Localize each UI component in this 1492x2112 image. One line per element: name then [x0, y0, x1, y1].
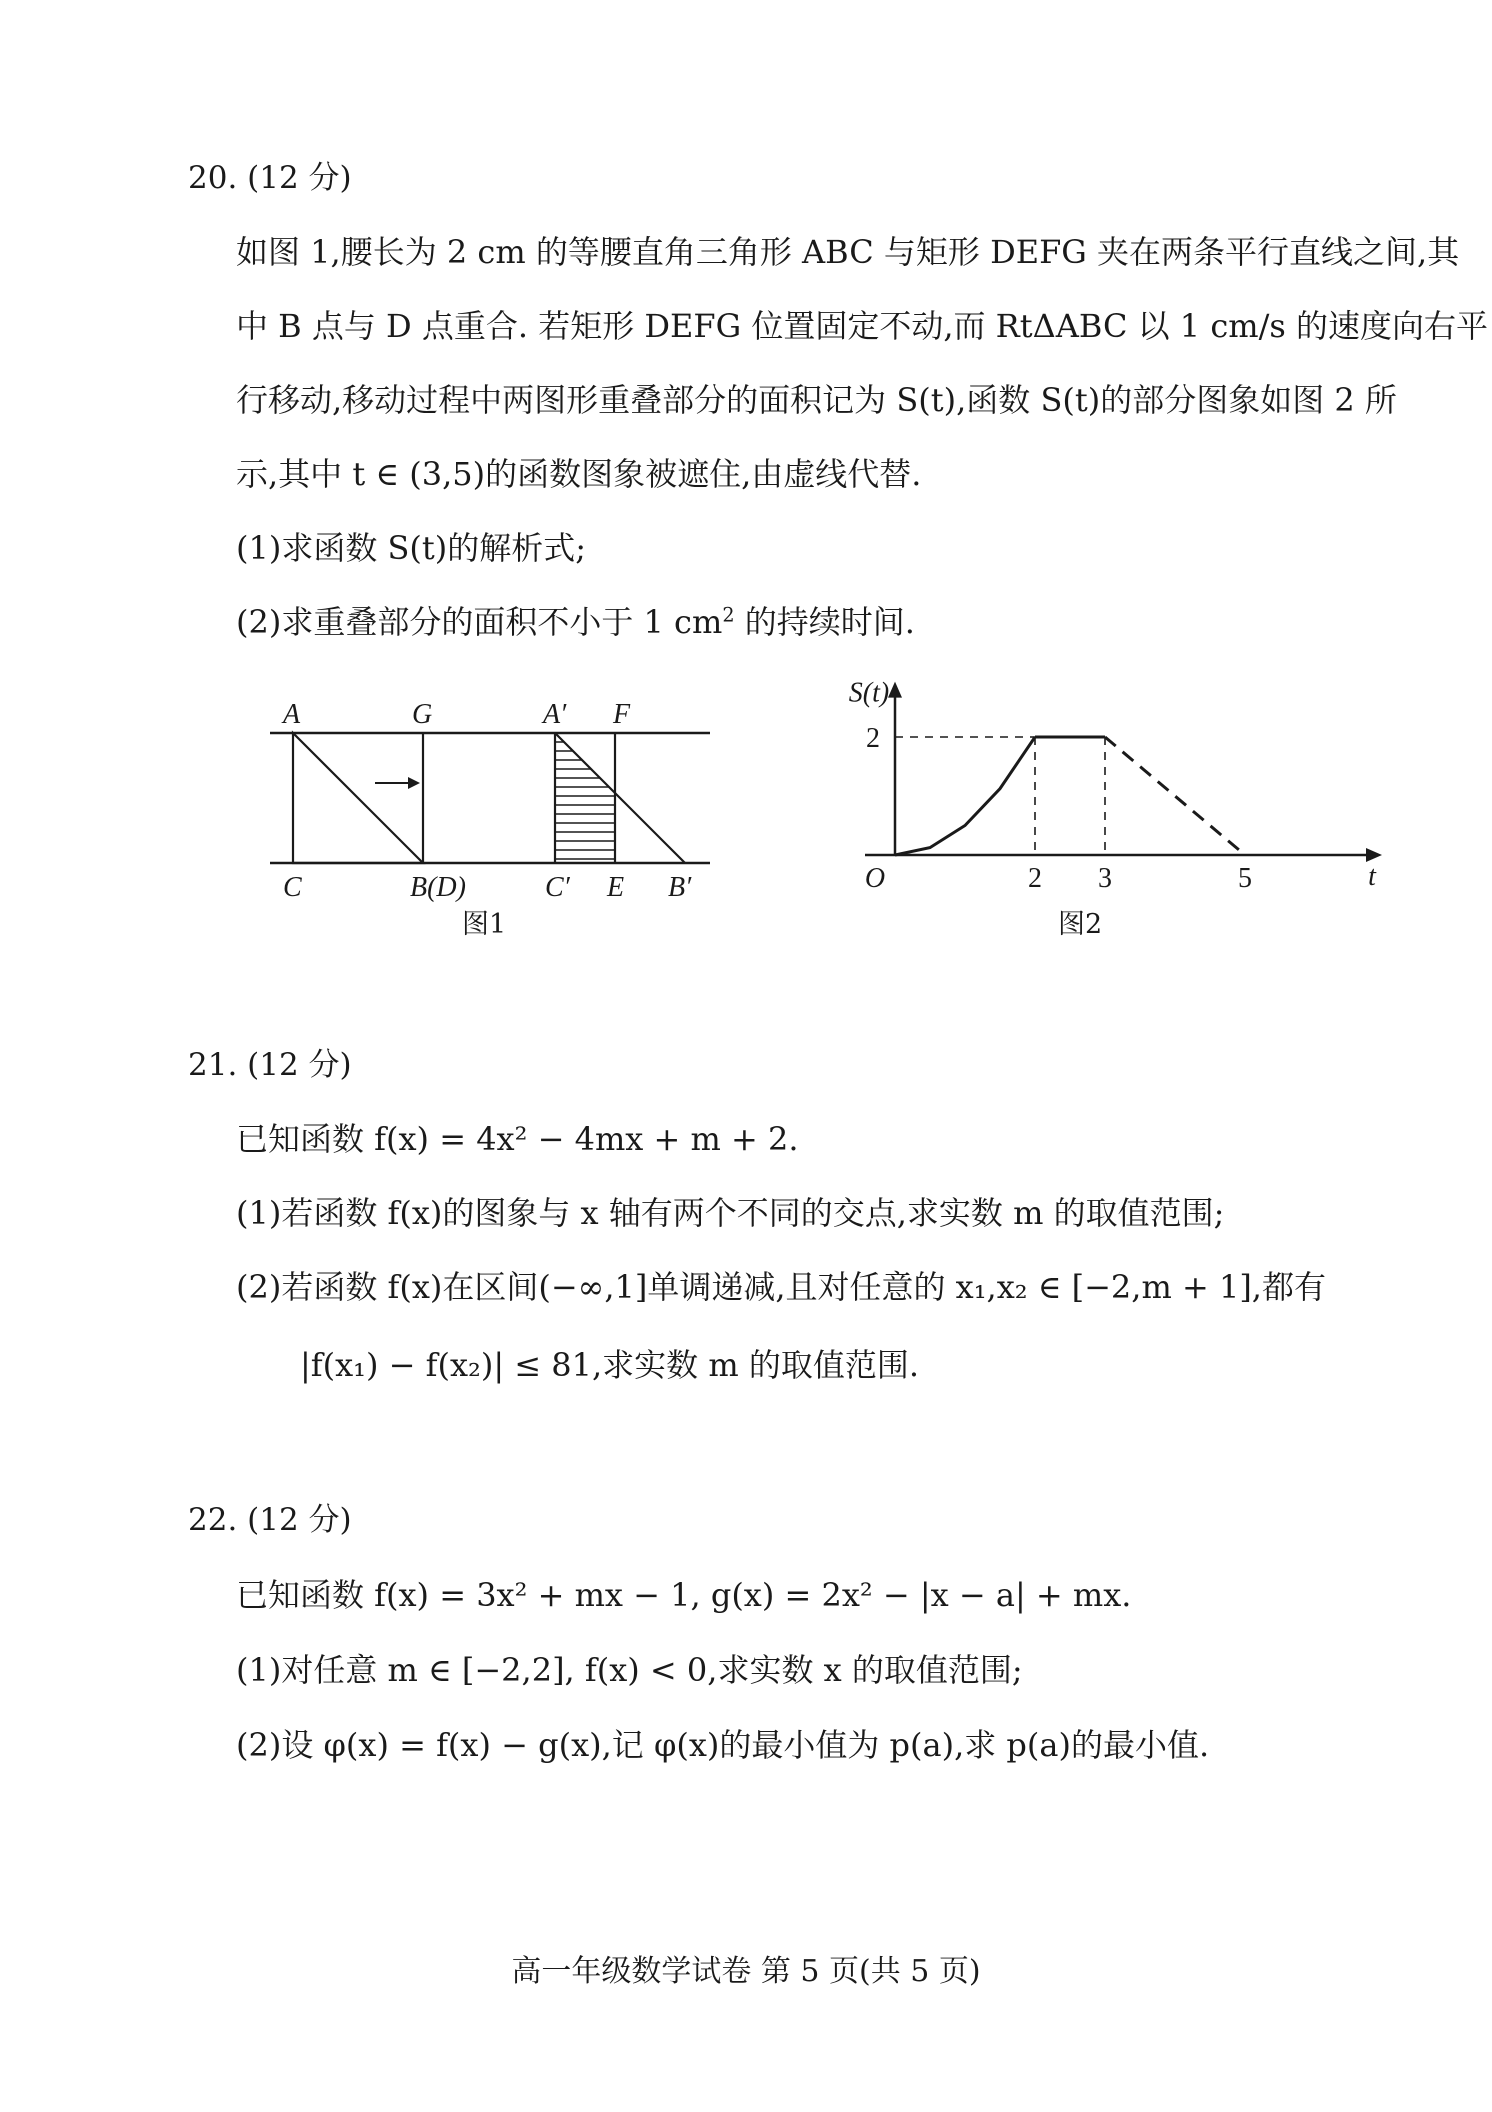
label-a-prime: A′ — [543, 699, 567, 730]
series-0 — [895, 737, 1035, 855]
x-tick-label-5: 5 — [1238, 863, 1252, 894]
question-22-part-1: (1)对任意 m ∈ [−2,2], f(x) < 0,求实数 x 的取值范围; — [236, 1651, 1023, 1689]
question-20-header: 20. (12 分) — [188, 160, 352, 196]
question-21-part-2-line-2: |f(x₁) − f(x₂)| ≤ 81,求实数 m 的取值范围. — [300, 1346, 920, 1384]
origin-label: O — [864, 863, 886, 894]
question-20-part-1: (1)求函数 S(t)的解析式; — [236, 529, 587, 567]
x-axis-arrow — [1366, 848, 1382, 862]
x-tick-label-2: 2 — [1028, 863, 1042, 894]
question-21-part-2-line-1: (2)若函数 f(x)在区间(−∞,1]单调递减,且对任意的 x₁,x₂ ∈ [−2,m + 1],都有 — [236, 1268, 1326, 1306]
overlap-hatching — [555, 742, 615, 859]
question-22-header: 22. (12 分) — [188, 1502, 352, 1538]
question-20-text-line-1: 如图 1,腰长为 2 cm 的等腰直角三角形 ABC 与矩形 DEFG 夹在两条平行直线之间,其 — [236, 233, 1460, 271]
label-f: F — [613, 699, 631, 730]
triangle-abc — [293, 733, 423, 863]
y-tick-label-2: 2 — [866, 723, 880, 754]
question-22-given: 已知函数 f(x) = 3x² + mx − 1, g(x) = 2x² − |x − a| + mx. — [236, 1576, 1132, 1614]
label-e: E — [607, 872, 625, 903]
triangle-hypotenuse-a-prime-b-prime — [555, 733, 685, 863]
question-21-header: 21. (12 分) — [188, 1047, 352, 1083]
motion-arrow-head — [408, 777, 420, 789]
figure-2-chart — [830, 670, 1376, 930]
label-b-d: B(D) — [410, 872, 466, 903]
figure-2-caption: 图2 — [1058, 909, 1103, 940]
label-g: G — [412, 699, 433, 730]
question-20-text-line-2: 中 B 点与 D 点重合. 若矩形 DEFG 位置固定不动,而 RtΔABC 以 1 cm/s 的速度向右平 — [236, 307, 1488, 345]
question-20-text-line-4: 示,其中 t ∈ (3,5)的函数图象被遮住,由虚线代替. — [236, 455, 922, 493]
x-axis-label: t — [1368, 861, 1376, 892]
question-20-text-line-3: 行移动,移动过程中两图形重叠部分的面积记为 S(t),函数 S(t)的部分图象如图 2 所 — [236, 381, 1397, 419]
y-axis-label: S(t) — [848, 677, 890, 709]
page-footer: 高一年级数学试卷 第 5 页(共 5 页) — [511, 1954, 981, 1989]
label-b-prime: B′ — [668, 872, 692, 903]
question-21-part-1: (1)若函数 f(x)的图象与 x 轴有两个不同的交点,求实数 m 的取值范围; — [236, 1194, 1225, 1232]
question-22-part-2: (2)设 φ(x) = f(x) − g(x),记 φ(x)的最小值为 p(a),求 p(a)的最小值. — [236, 1726, 1210, 1764]
question-21-given: 已知函数 f(x) = 4x² − 4mx + m + 2. — [236, 1120, 799, 1158]
label-a: A — [283, 699, 301, 730]
label-c: C — [283, 872, 302, 903]
question-20-part-2: (2)求重叠部分的面积不小于 1 $cm^2$ 的持续时间. — [236, 603, 915, 641]
x-tick-label-3: 3 — [1098, 863, 1112, 894]
figure-1-diagram — [250, 690, 730, 910]
y-axis-arrow — [888, 682, 902, 698]
series-2 — [1105, 737, 1245, 855]
figure-1-caption: 图1 — [462, 909, 507, 940]
label-c-prime: C′ — [545, 872, 570, 903]
